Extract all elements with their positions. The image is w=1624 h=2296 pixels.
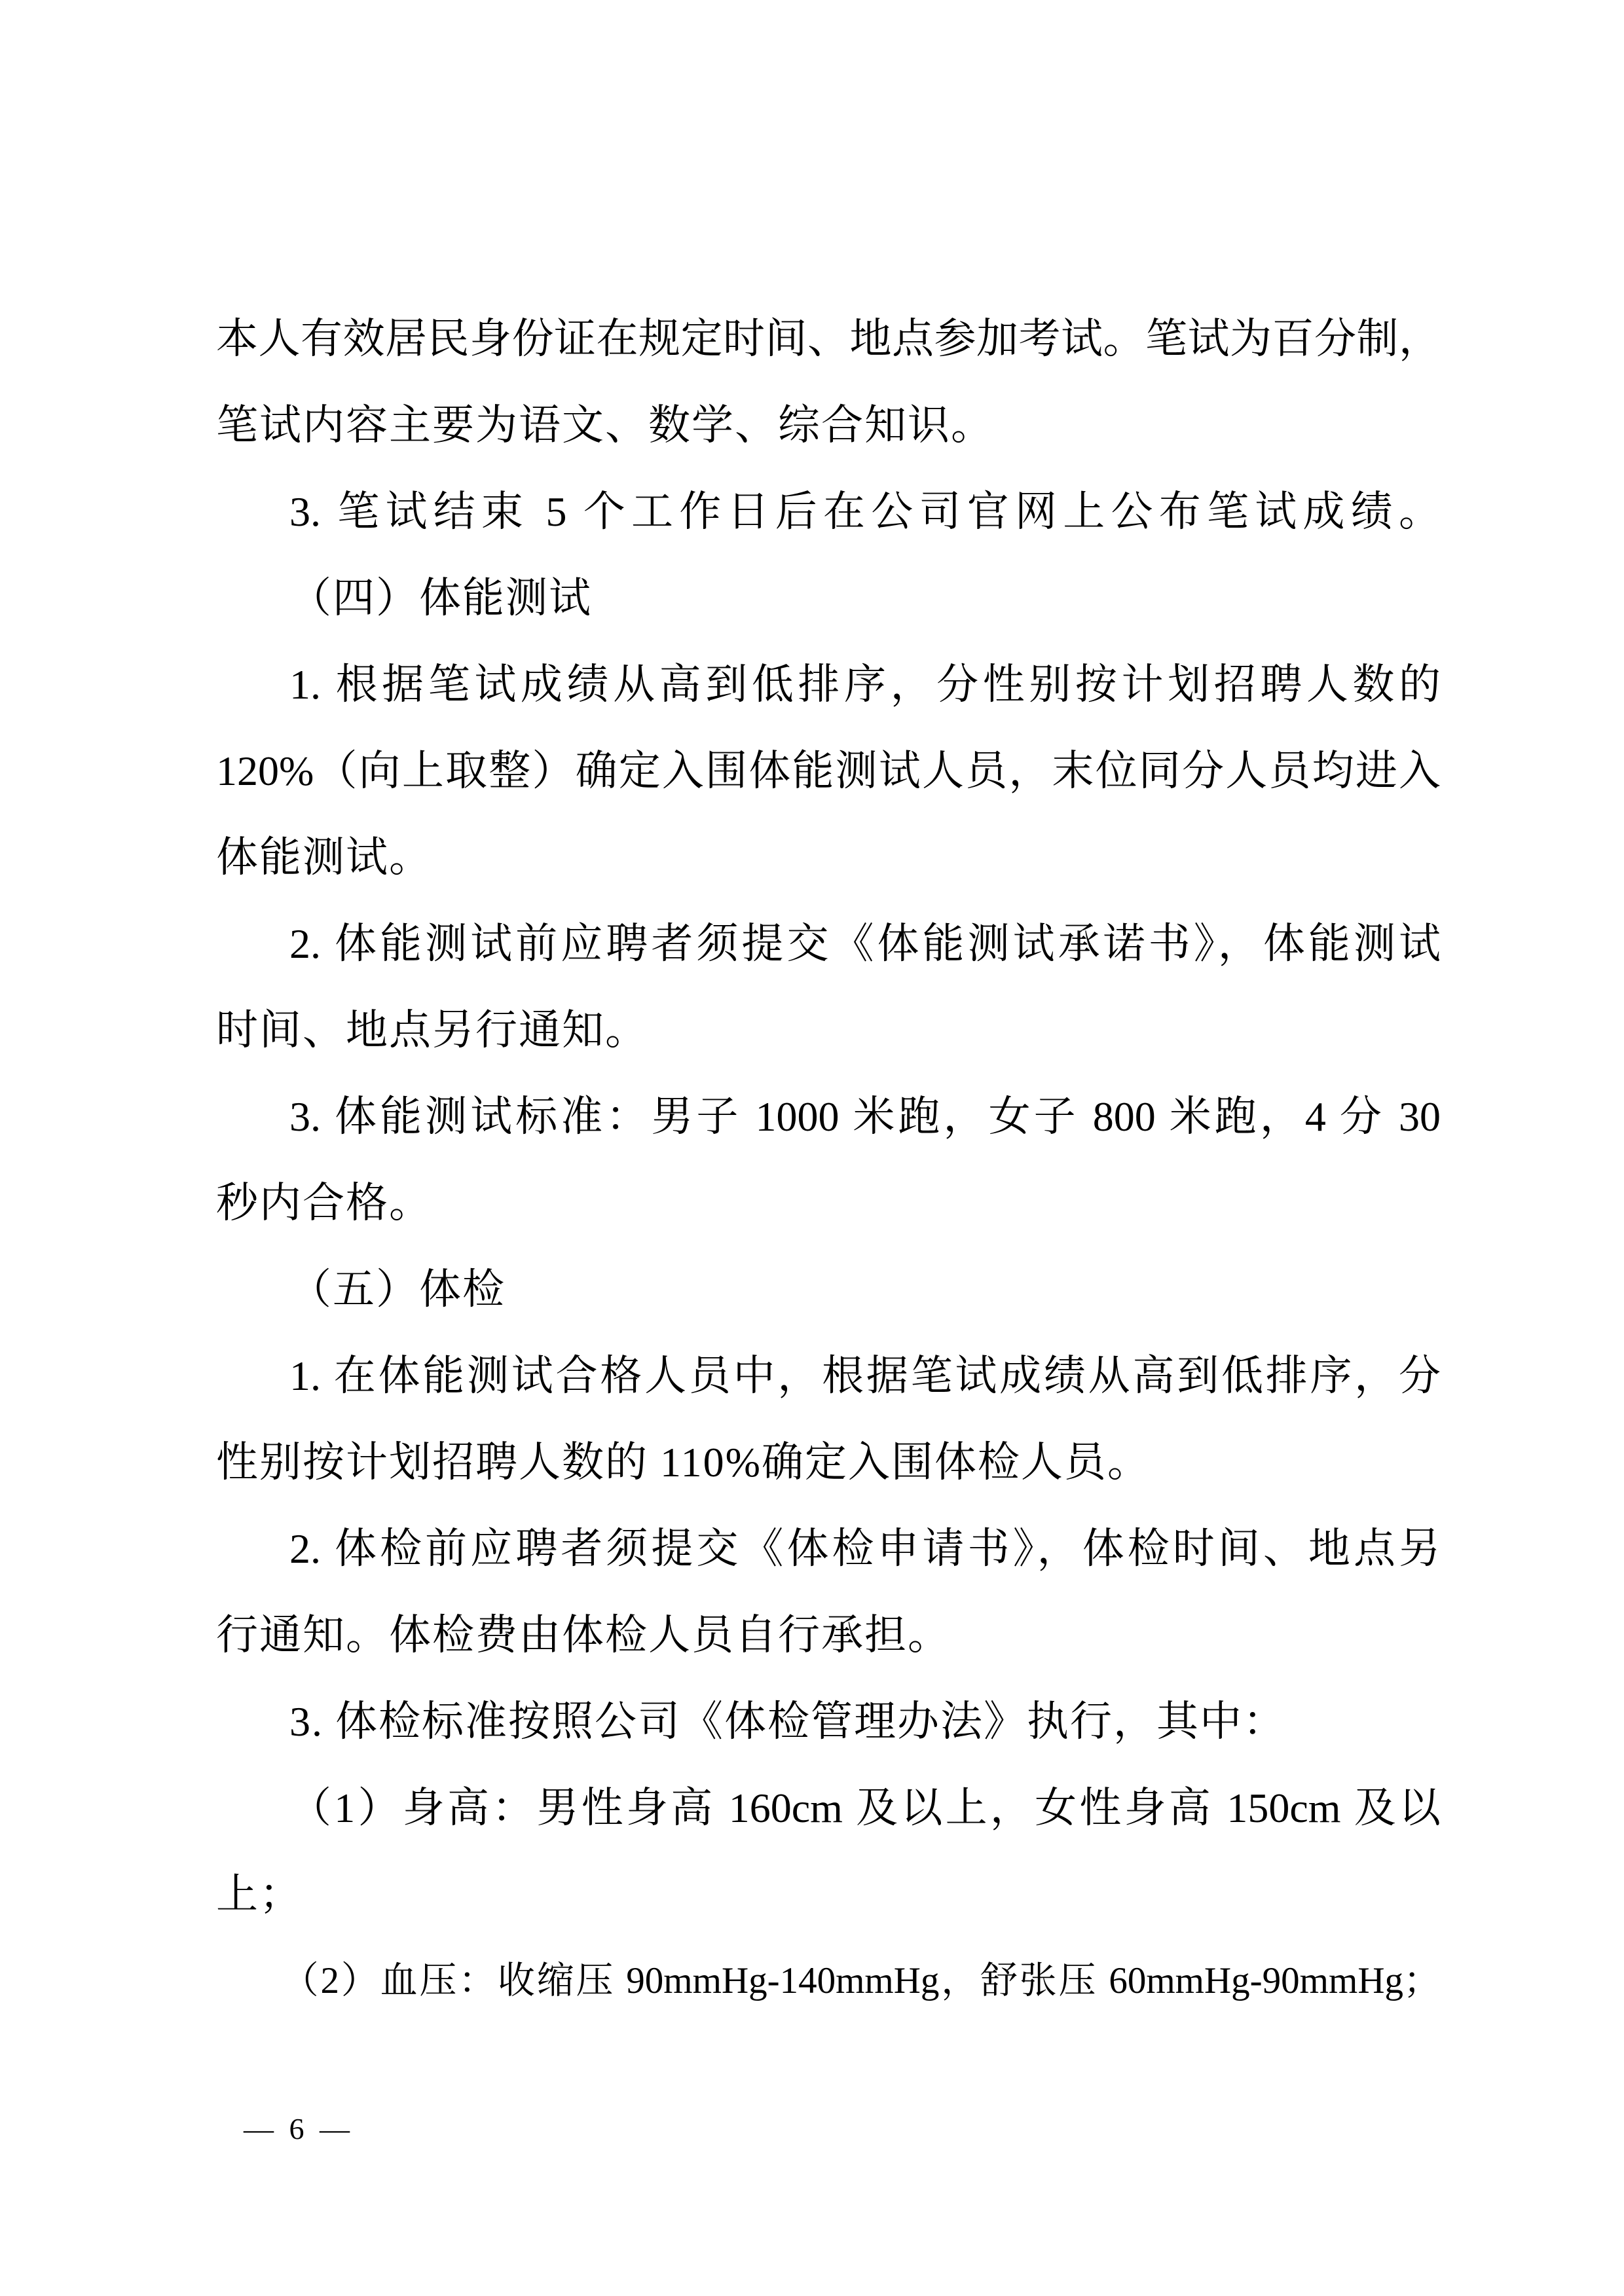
text-line: 行通知。体检费由体检人员自行承担。 (216, 1612, 951, 1658)
text-line: 120%（向上取整）确定入围体能测试人员，末位同分人员均进入 (216, 748, 1441, 794)
text-line: 3. 笔试结束 5 个工作日后在公司官网上公布笔试成绩。 (289, 488, 1441, 535)
text-line: 秒内合格。 (216, 1180, 432, 1226)
text-line: 1. 在体能测试合格人员中，根据笔试成绩从高到低排序，分 (289, 1353, 1441, 1399)
text-line: 上； (216, 1871, 303, 1918)
text-line: 2. 体检前应聘者须提交《体检申请书》，体检时间、地点另 (289, 1525, 1441, 1572)
text-line: 体能测试。 (216, 834, 432, 881)
document-body (216, 296, 1441, 2024)
text-line: 2. 体能测试前应聘者须提交《体能测试承诺书》，体能测试 (289, 920, 1441, 967)
text-line: 3. 体检标准按照公司《体检管理办法》执行，其中： (289, 1698, 1286, 1745)
text-line: （2）血压：收缩压 90mmHg-140mmHg，舒张压 60mmHg-90mmHg； (281, 1960, 1441, 2001)
text-line: 时间、地点另行通知。 (216, 1007, 648, 1053)
section-heading: （五）体检 (289, 1266, 506, 1313)
text-line: 笔试内容主要为语文、数学、综合知识。 (216, 402, 994, 448)
text-line: 性别按计划招聘人数的 110%确定入围体检人员。 (216, 1439, 1151, 1485)
page-number: — 6 — (244, 2112, 354, 2145)
text-line: 3. 体能测试标准：男子 1000 米跑，女子 800 米跑，4 分 30 (289, 1093, 1441, 1140)
text-line: 1. 根据笔试成绩从高到低排序，分性别按计划招聘人数的 (289, 661, 1441, 708)
section-heading: （四）体能测试 (289, 575, 592, 621)
page-footer (244, 2103, 354, 2155)
text-line: 本人有效居民身份证在规定时间、地点参加考试。笔试为百分制， (216, 316, 1441, 362)
text-line: （1）身高：男性身高 160cm 及以上，女性身高 150cm 及以 (289, 1785, 1441, 1831)
